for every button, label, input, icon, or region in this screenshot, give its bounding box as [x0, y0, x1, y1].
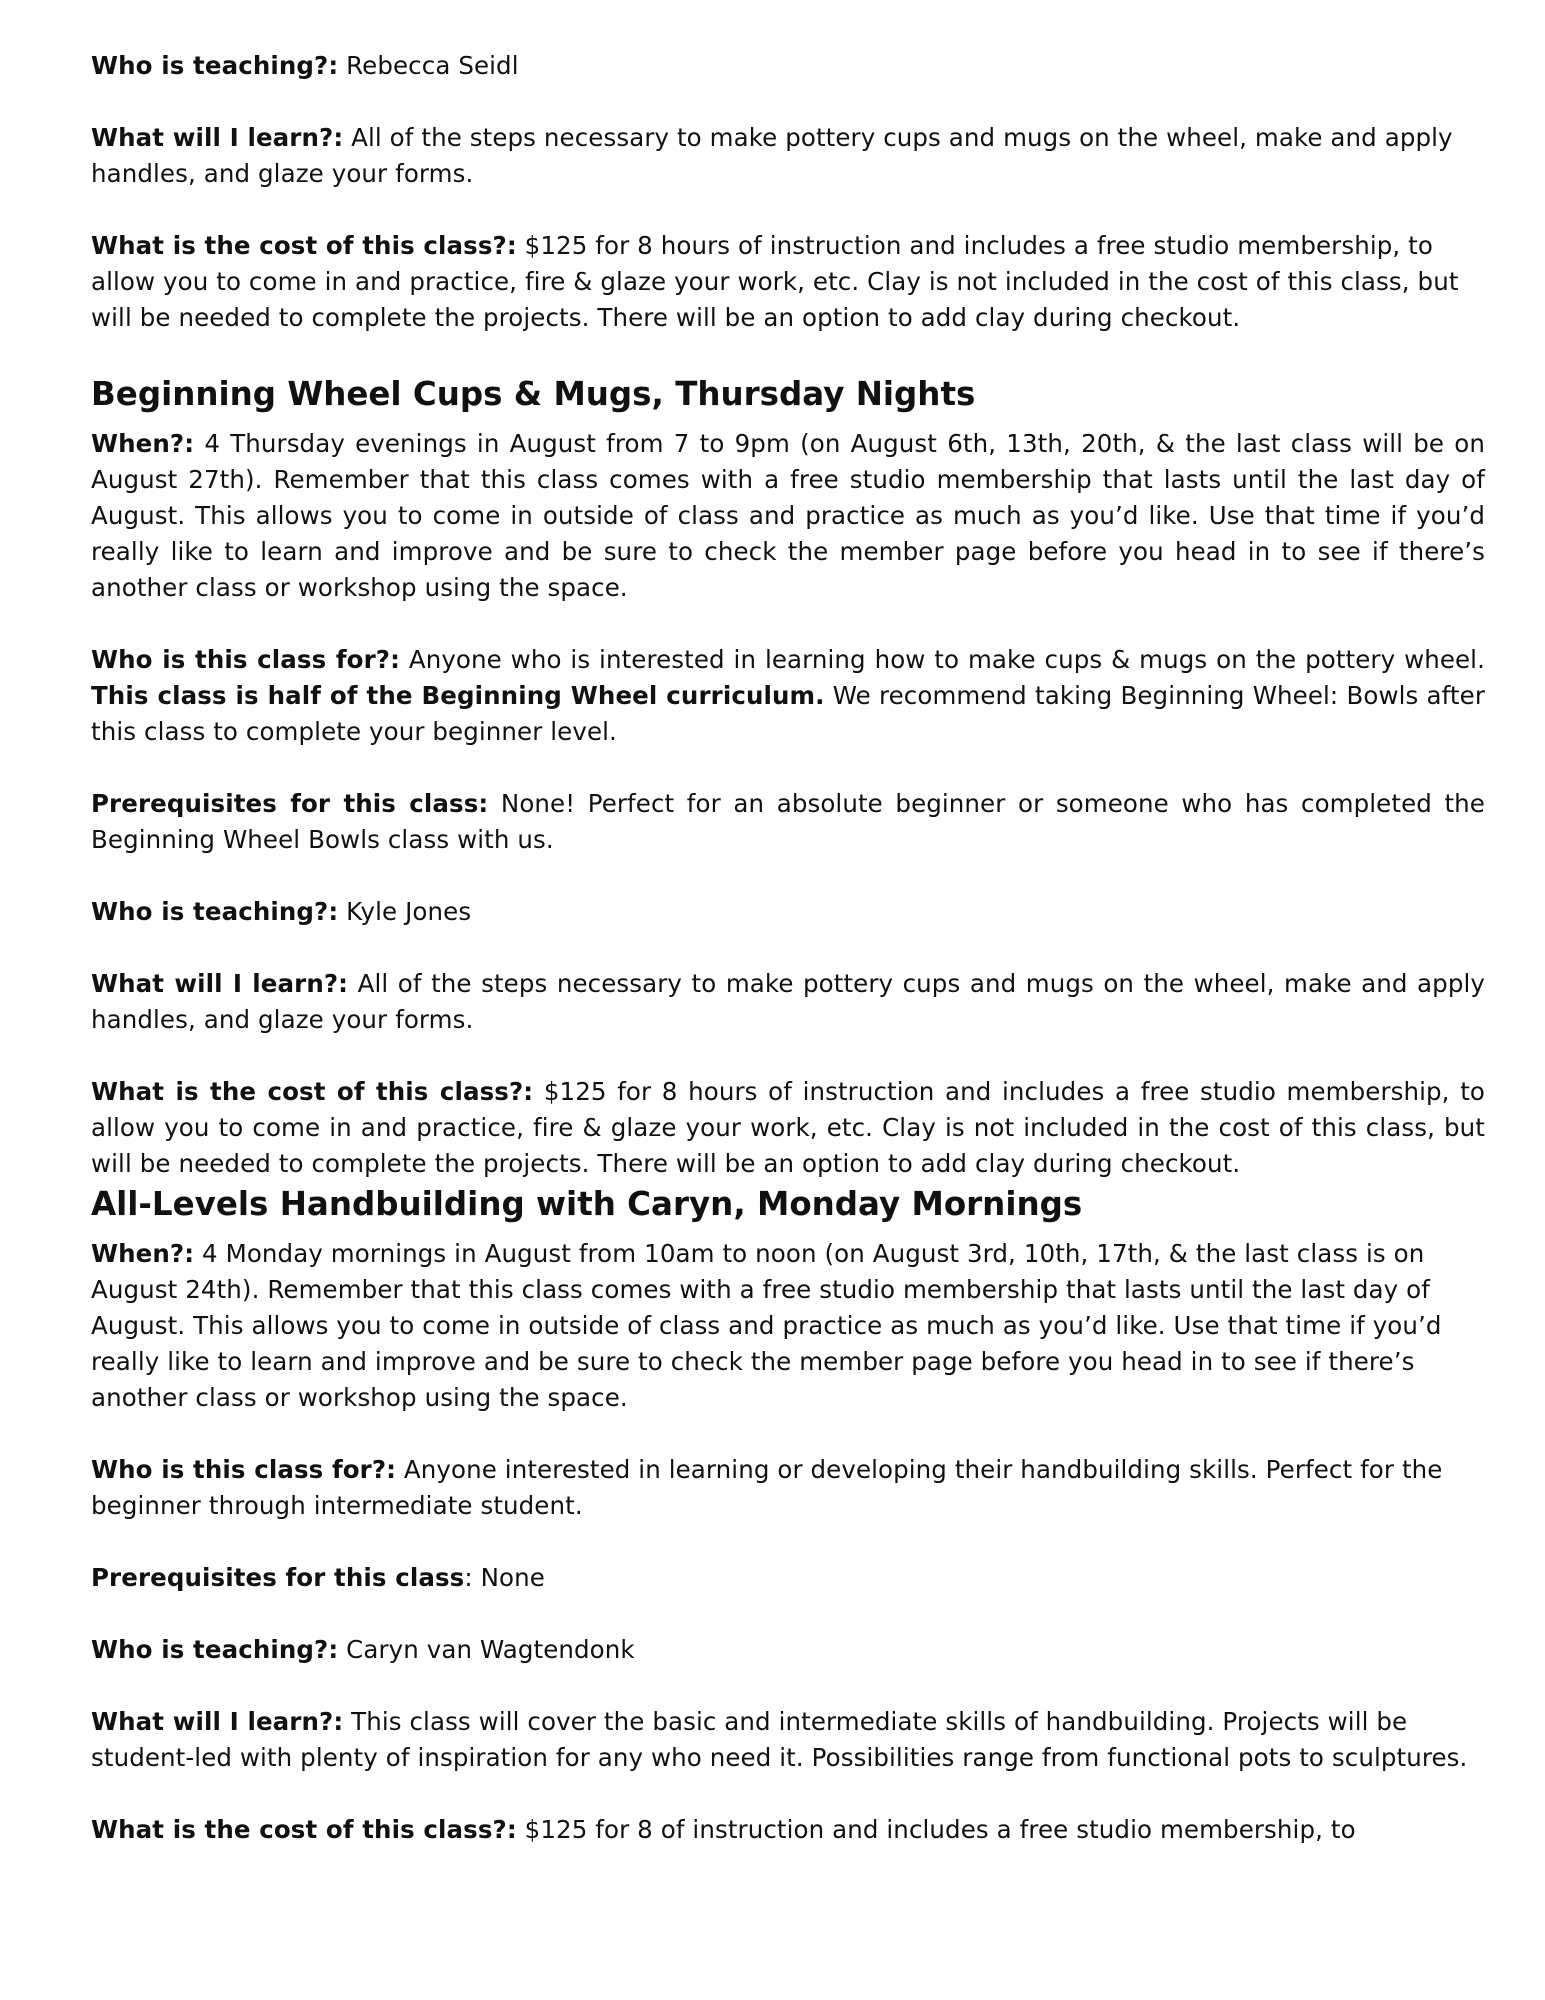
prereq-label: Prerequisites for this class: [91, 789, 489, 818]
cost-paragraph [91, 228, 1485, 336]
document-page [91, 48, 1485, 1884]
section-heading-monday: All-Levels Handbuilding with Caryn, Monday Mornings [91, 1185, 1083, 1223]
cost-label: What is the cost of this class?: [91, 1077, 534, 1106]
cost-label: What is the cost of this class?: [91, 1815, 517, 1844]
teacher-value: Rebecca Seidl [338, 51, 519, 80]
cost-label: What is the cost of this class?: [91, 231, 517, 260]
cost-value: $125 for 8 of instruction and includes a free studio membership, to [516, 1815, 1356, 1844]
when-value: 4 Thursday evenings in August from 7 to 9pm (on August 6th, 13th, 20th, & the last class will be on August 27th). Remember that this class comes with a free studio membership that lasts until the last day of August. This allows you to come in outside of class and practice as much as you’d like. Use that time if you’d really like to learn and improve and be sure to check the member page before you head in to see if there’s another class or workshop using the space. [91, 429, 1485, 602]
cost-paragraph [91, 1812, 1485, 1848]
teacher-label: Who is teaching?: [91, 51, 339, 80]
learn-label: What will I learn?: [91, 123, 344, 152]
who-for-paragraph [91, 1452, 1485, 1524]
learn-paragraph [91, 1704, 1485, 1776]
when-label: When?: [91, 1239, 195, 1268]
learn-label: What will I learn?: [91, 1707, 344, 1736]
teacher-label: Who is teaching?: [91, 897, 339, 926]
cost-value: $125 for 8 hours of instruction and includes a free studio membership, to allow you to come in and practice, fire & glaze your work, etc. Clay is not included in the cost of this class, but will be needed to complete the projects. There will be an option to add clay during checkout. [91, 1077, 1485, 1178]
prereq-paragraph [91, 1560, 1485, 1596]
when-value: 4 Monday mornings in August from 10am to noon (on August 3rd, 10th, 17th, & the last class is on August 24th). Remember that this class comes with a free studio membership that lasts until the last day of August. This allows you to come in outside of class and practice as much as you’d like. Use that time if you’d really like to learn and improve and be sure to check the member page before you head in to see if there’s another class or workshop using the space. [91, 1239, 1442, 1412]
teacher-paragraph [91, 1632, 1485, 1668]
learn-label: What will I learn?: [91, 969, 349, 998]
learn-value: All of the steps necessary to make pottery cups and mugs on the wheel, make and apply handles, and glaze your forms. [91, 123, 1453, 188]
prereq-value: : None [464, 1563, 545, 1592]
learn-paragraph [91, 966, 1485, 1038]
prereq-value: None! Perfect for an absolute beginner or someone who has completed the Beginning Wheel Bowls class with us. [91, 789, 1485, 854]
curriculum-note: This class is half of the Beginning Wheel curriculum. [91, 681, 825, 710]
who-for-value: Anyone interested in learning or developing their handbuilding skills. Perfect for the beginner through intermediate student. [91, 1455, 1443, 1520]
prereq-label: Prerequisites for this class [91, 1563, 465, 1592]
cost-paragraph [91, 1074, 1485, 1182]
when-paragraph [91, 1236, 1485, 1416]
teacher-value: Kyle Jones [338, 897, 472, 926]
learn-value: This class will cover the basic and intermediate skills of handbuilding. Projects will be student-led with plenty of inspiration for any who need it. Possibilities range from functional pots to sculptures. [91, 1707, 1468, 1772]
when-label: When?: [91, 429, 195, 458]
when-paragraph [91, 426, 1485, 606]
prereq-paragraph [91, 786, 1485, 858]
section-heading-thursday: Beginning Wheel Cups & Mugs, Thursday Nights [91, 375, 976, 413]
who-for-label: Who is this class for?: [91, 1455, 397, 1484]
learn-value: All of the steps necessary to make pottery cups and mugs on the wheel, make and apply handles, and glaze your forms. [91, 969, 1485, 1034]
who-for-paragraph [91, 642, 1485, 750]
cost-value: $125 for 8 hours of instruction and includes a free studio membership, to allow you to come in and practice, fire & glaze your work, etc. Clay is not included in the cost of this class, but will be needed to complete the projects. There will be an option to add clay during checkout. [91, 231, 1459, 332]
teacher-value: Caryn van Wagtendonk [338, 1635, 635, 1664]
teacher-label: Who is teaching?: [91, 1635, 339, 1664]
teacher-paragraph [91, 48, 1485, 84]
who-for-value: Anyone who is interested in learning how to make cups & mugs on the pottery wheel. [399, 645, 1485, 674]
learn-paragraph [91, 120, 1485, 192]
teacher-paragraph [91, 894, 1485, 930]
who-for-label: Who is this class for?: [91, 645, 400, 674]
who-for-value-end: We recommend taking Beginning Wheel: Bowls after this class to complete your beginner level. [91, 681, 1485, 746]
